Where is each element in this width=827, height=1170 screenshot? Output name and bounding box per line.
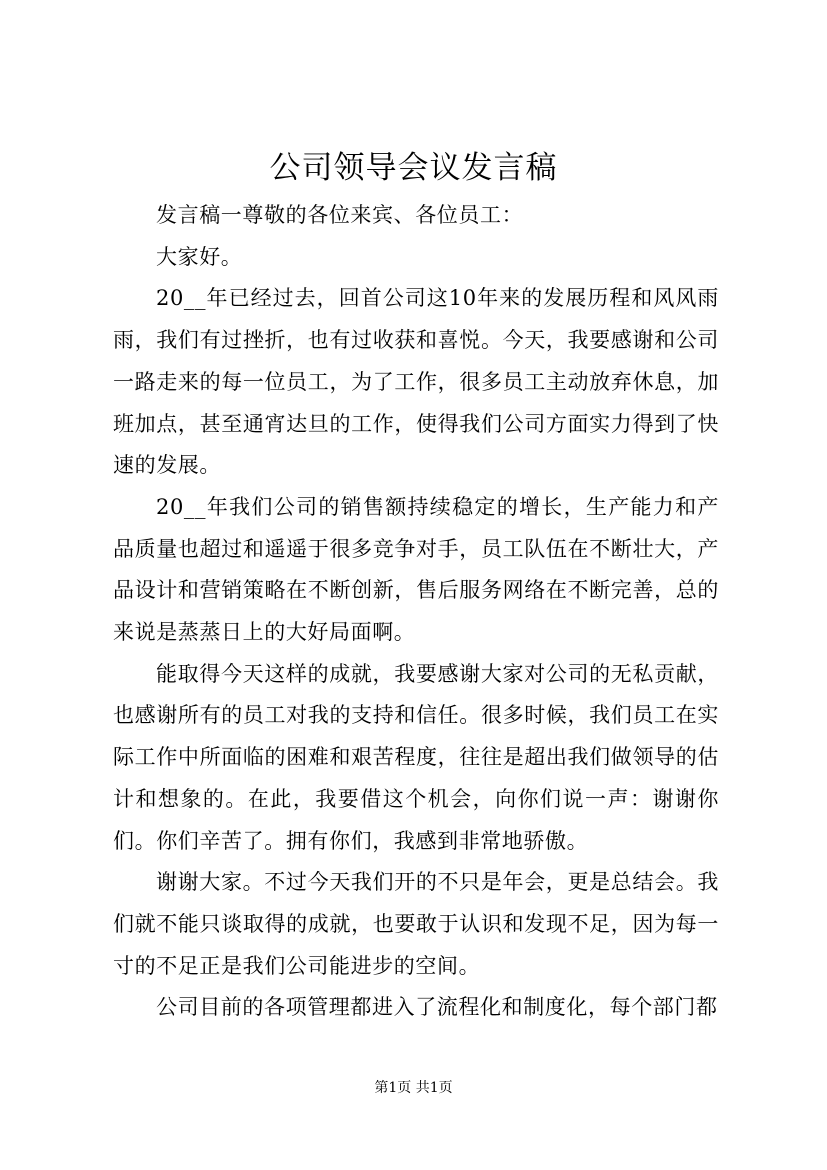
paragraph-thanks: 能取得今天这样的成就，我要感谢大家对公司的无私贡献，也感谢所有的员工对我的支持和信任。很多时候，我们员工在实际工作中所面临的困难和艰苦程度，往往是超出我们做领导的估计和想象的。在此，我要借这个机会，向你们说一声：谢谢你们。你们辛苦了。拥有你们，我感到非常地骄傲。	[113, 661, 719, 853]
page-title: 公司领导会议发言稿	[269, 150, 558, 186]
paragraph-summary: 谢谢大家。不过今天我们开的不只是年会，更是总结会。我们就不能只谈取得的成就，也要敢于认识和发现不足，因为每一寸的不足正是我们公司能进步的空间。	[113, 870, 719, 978]
paragraph-salutation: 发言稿一尊敬的各位来宾、各位员工：	[156, 203, 524, 227]
page-footer: 第1页 共1页	[374, 1080, 453, 1096]
paragraph-management: 公司目前的各项管理都进入了流程化和制度化，每个部门都	[156, 995, 718, 1020]
document-body	[113, 195, 719, 1029]
paragraph-sales: 20__年我们公司的销售额持续稳定的增长，生产能力和产品质量也超过和遥遥于很多竞争对手，员工队伍在不断壮大，产品设计和营销策略在不断创新，售后服务网络在不断完善，总的来说是蒸蒸日上的大好局面啊。	[113, 494, 719, 645]
paragraph-review: 20__年已经过去，回首公司这10年来的发展历程和风风雨雨，我们有过挫折，也有过收获和喜悦。今天，我要感谢和公司一路走来的每一位员工，为了工作，很多员工主动放弃休息，加班加点，甚至通宵达旦的工作，使得我们公司方面实力得到了快速的发展。	[113, 286, 719, 478]
paragraph-greeting: 大家好。	[156, 244, 243, 269]
